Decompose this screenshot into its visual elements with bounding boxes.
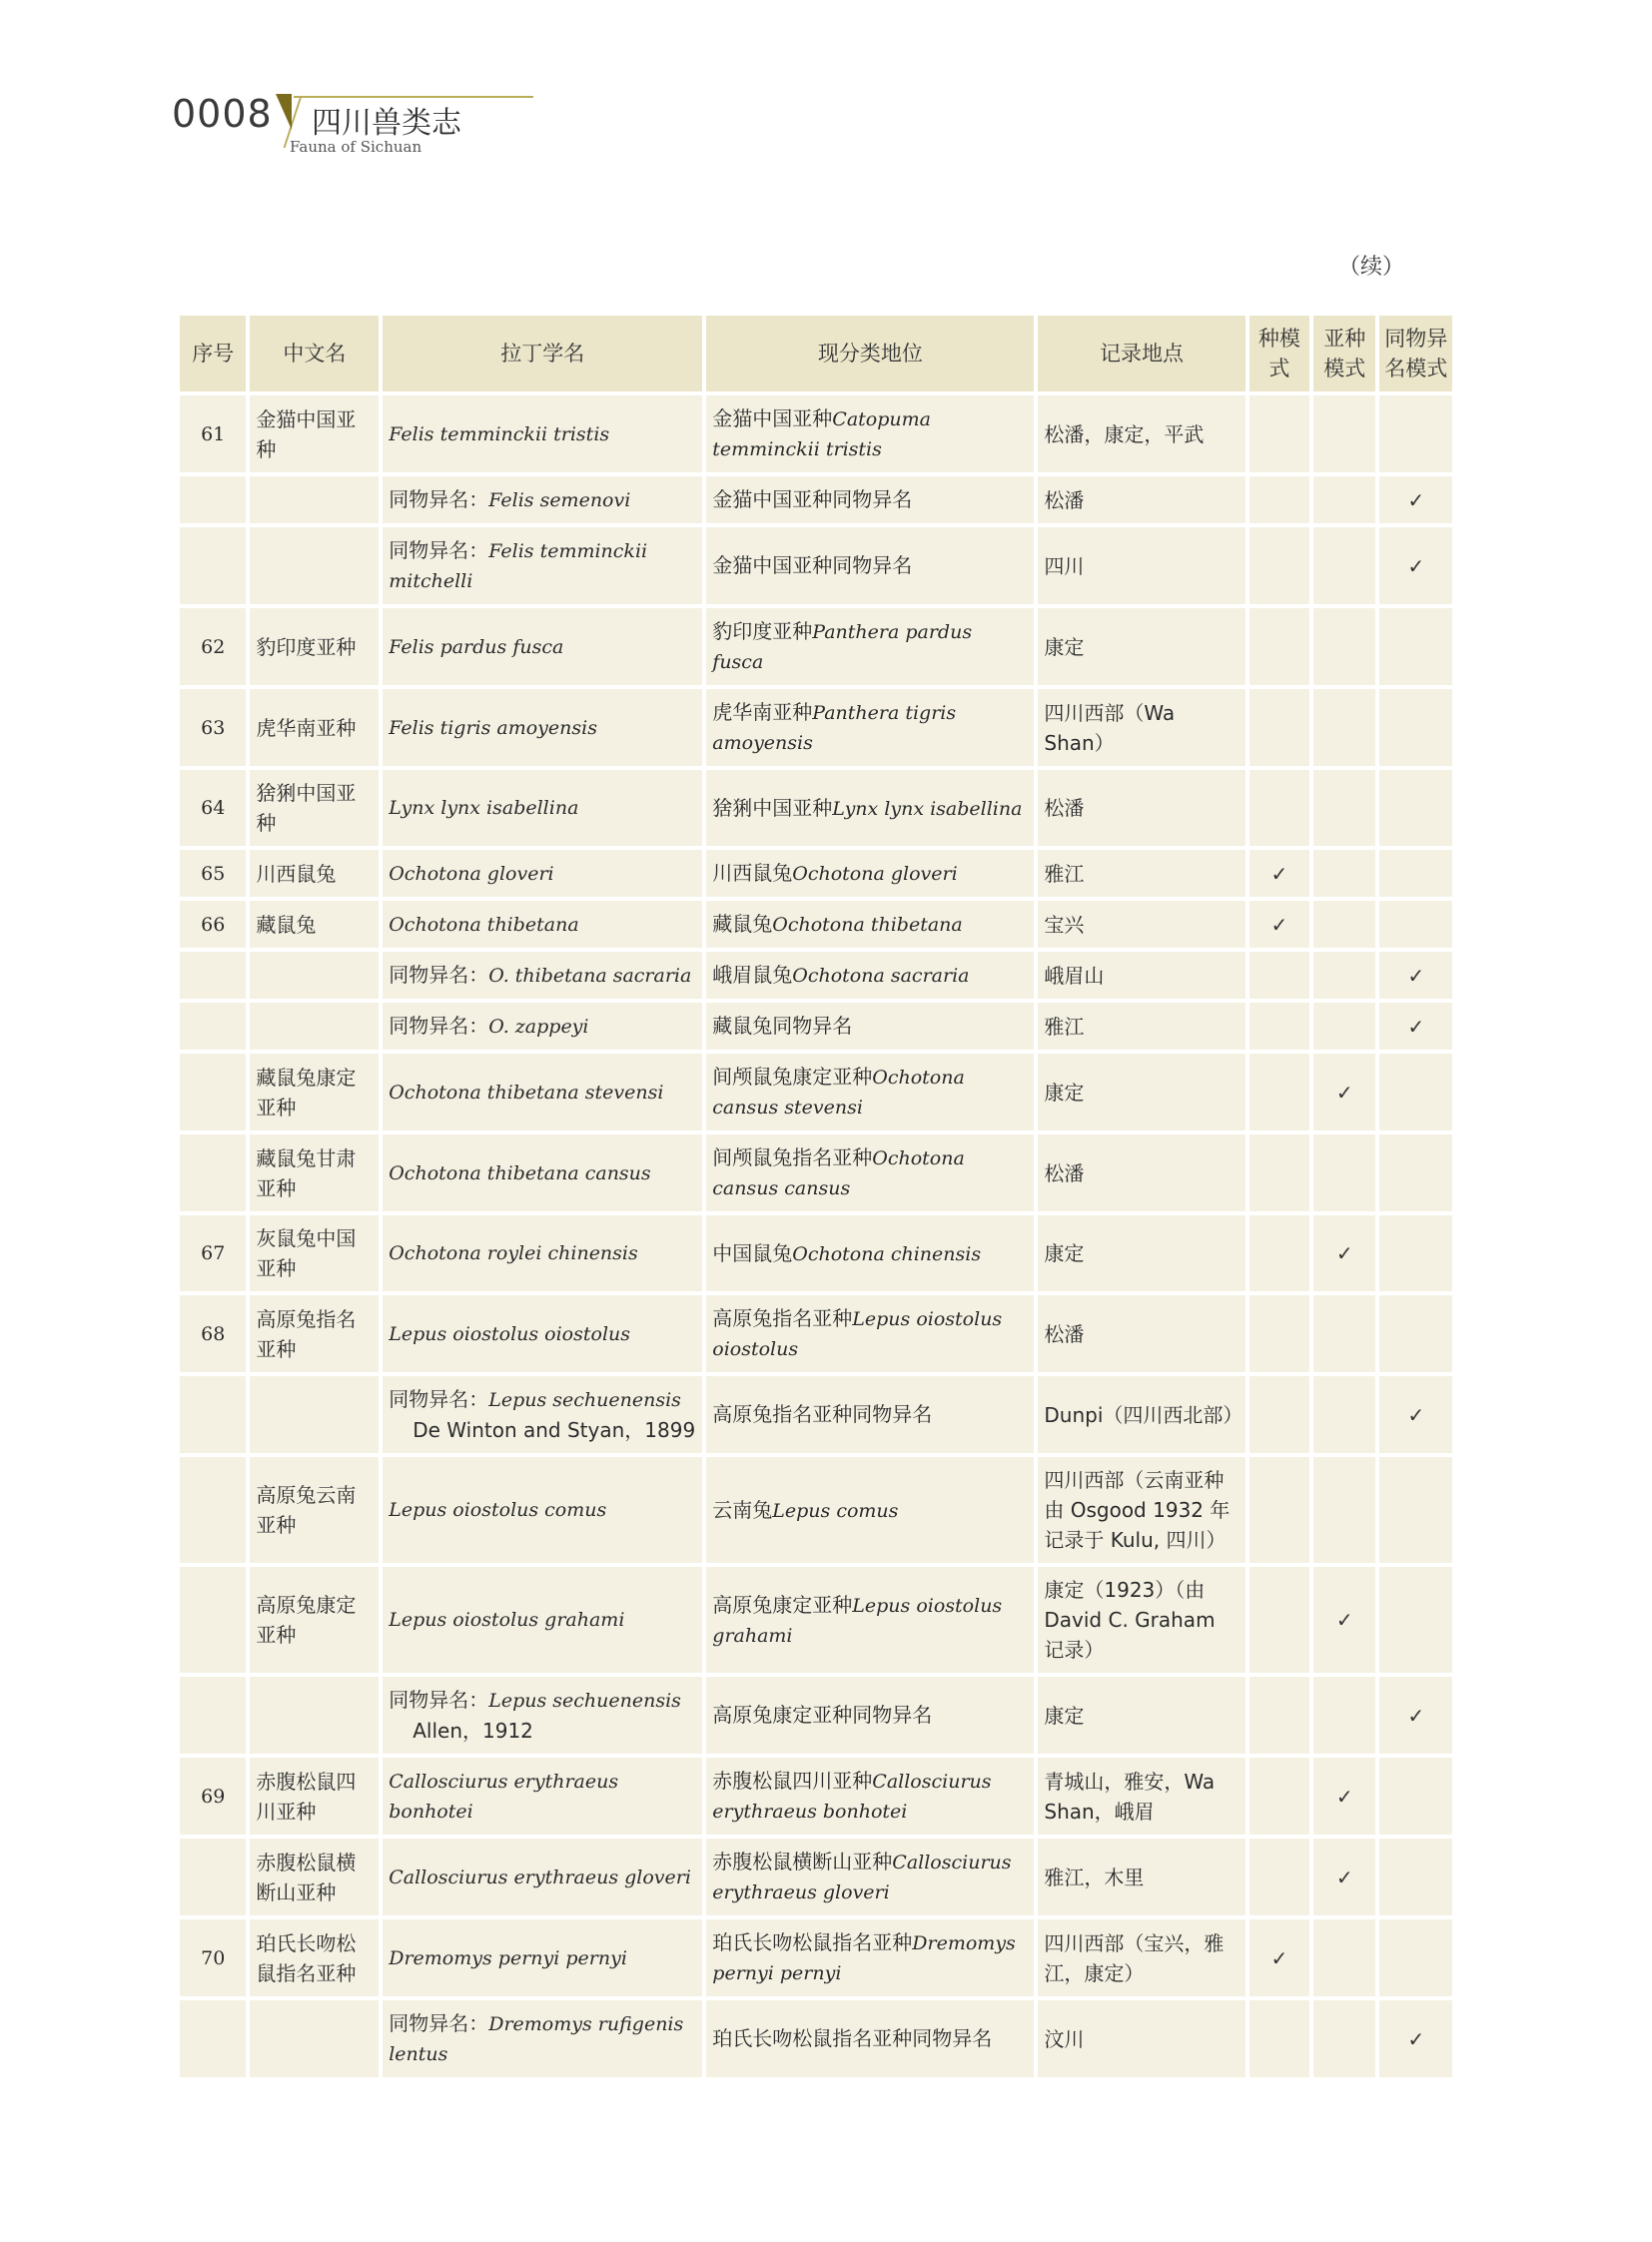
cell-synonym-type-mark <box>1379 1567 1452 1673</box>
cell-species-type-mark <box>1249 770 1309 846</box>
cell-subspecies-type-mark <box>1313 395 1375 472</box>
cell-subspecies-type-mark <box>1313 952 1375 999</box>
table-body <box>180 395 1452 2077</box>
cell-chinese-name: 虎华南亚种 <box>250 689 379 766</box>
cell-latin-name <box>383 1134 702 1211</box>
taxonomy-latin: Callosciurus erythraeus gloveri <box>712 1852 1012 1903</box>
cell-number: 61 <box>180 395 246 472</box>
cell-current-taxonomy <box>706 1567 1034 1673</box>
table-row <box>180 1054 1452 1130</box>
cell-synonym-type-mark: ✓ <box>1379 1376 1452 1453</box>
cell-locality: 雅江 <box>1038 850 1244 897</box>
cell-number <box>180 527 246 604</box>
table-row <box>180 2000 1452 2077</box>
table-row <box>180 1215 1452 1291</box>
cell-locality: 康定 <box>1038 608 1244 685</box>
latin-name-text: Lepus oiostolus oiostolus <box>389 1322 631 1345</box>
taxonomy-chinese: 珀氏长吻松鼠指名亚种 <box>712 1930 913 1954</box>
table-row <box>180 395 1452 472</box>
cell-species-type-mark <box>1249 1758 1309 1835</box>
table-header-row <box>180 316 1452 391</box>
cell-subspecies-type-mark <box>1313 1295 1375 1372</box>
taxonomy-chinese: 高原兔康定亚种 <box>712 1592 853 1617</box>
taxonomy-chinese: 虎华南亚种 <box>712 700 813 724</box>
cell-latin-name <box>383 901 702 948</box>
cell-subspecies-type-mark <box>1313 901 1375 948</box>
table-row <box>180 1839 1452 1915</box>
cell-species-type-mark <box>1249 1376 1309 1453</box>
cell-chinese-name: 猞猁中国亚种 <box>250 770 379 846</box>
taxonomy-chinese: 高原兔指名亚种 <box>712 1306 853 1330</box>
cell-subspecies-type-mark <box>1313 850 1375 897</box>
cell-species-type-mark <box>1249 952 1309 999</box>
taxonomy-chinese: 高原兔指名亚种同物异名 <box>712 1402 933 1426</box>
cell-synonym-type-mark: ✓ <box>1379 1677 1452 1754</box>
authority-text: Allen，1912 <box>413 1719 533 1743</box>
cell-synonym-type-mark <box>1379 1134 1452 1211</box>
taxonomy-latin: Lepus oiostolus oiostolus <box>712 1308 1003 1360</box>
table-row <box>180 1134 1452 1211</box>
table-row <box>180 1457 1452 1563</box>
cell-latin-name <box>383 476 702 523</box>
synonym-label: 同物异名： <box>389 2011 489 2035</box>
cell-latin-name <box>383 1376 702 1453</box>
cell-synonym-type-mark <box>1379 1215 1452 1291</box>
cell-locality: 松潘 <box>1038 476 1244 523</box>
table-row <box>180 952 1452 999</box>
cell-locality: 四川西部（Wa Shan） <box>1038 689 1244 766</box>
cell-locality: 松潘 <box>1038 1295 1244 1372</box>
cell-synonym-type-mark <box>1379 901 1452 948</box>
cell-subspecies-type-mark <box>1313 689 1375 766</box>
latin-name-text: Felis pardus fusca <box>389 635 564 658</box>
taxonomy-latin: Lepus oiostolus grahami <box>712 1594 1003 1647</box>
cell-current-taxonomy <box>706 1134 1034 1211</box>
col-header-chinese-name: 中文名 <box>250 316 379 391</box>
table-row <box>180 476 1452 523</box>
synonym-label: 同物异名： <box>389 487 489 511</box>
cell-number: 62 <box>180 608 246 685</box>
cell-locality: 四川 <box>1038 527 1244 604</box>
table-row <box>180 1295 1452 1372</box>
table-row <box>180 850 1452 897</box>
cell-subspecies-type-mark: ✓ <box>1313 1215 1375 1291</box>
cell-chinese-name: 赤腹松鼠四川亚种 <box>250 1758 379 1835</box>
cell-synonym-type-mark: ✓ <box>1379 527 1452 604</box>
book-subtitle: Fauna of Sichuan <box>290 138 422 156</box>
cell-latin-name <box>383 1215 702 1291</box>
cell-subspecies-type-mark <box>1313 770 1375 846</box>
cell-number: 64 <box>180 770 246 846</box>
taxonomy-chinese: 赤腹松鼠四川亚种 <box>712 1769 873 1793</box>
cell-species-type-mark <box>1249 1295 1309 1372</box>
cell-subspecies-type-mark <box>1313 2000 1375 2077</box>
cell-latin-name <box>383 1839 702 1915</box>
latin-name-text: Ochotona thibetana <box>389 913 579 936</box>
cell-number <box>180 1054 246 1130</box>
cell-species-type-mark <box>1249 527 1309 604</box>
cell-synonym-type-mark: ✓ <box>1379 2000 1452 2077</box>
cell-subspecies-type-mark <box>1313 476 1375 523</box>
cell-chinese-name <box>250 476 379 523</box>
taxonomy-chinese: 金猫中国亚种 <box>712 406 833 430</box>
table-row <box>180 1919 1452 1996</box>
cell-latin-name <box>383 952 702 999</box>
cell-locality: 峨眉山 <box>1038 952 1244 999</box>
cell-current-taxonomy <box>706 952 1034 999</box>
cell-number: 65 <box>180 850 246 897</box>
cell-species-type-mark <box>1249 476 1309 523</box>
cell-synonym-type-mark: ✓ <box>1379 476 1452 523</box>
latin-name-text: Callosciurus erythraeus bonhotei <box>389 1770 619 1823</box>
cell-species-type-mark <box>1249 1457 1309 1563</box>
synonym-label: 同物异名： <box>389 1014 489 1038</box>
cell-chinese-name: 赤腹松鼠横断山亚种 <box>250 1839 379 1915</box>
cell-subspecies-type-mark: ✓ <box>1313 1567 1375 1673</box>
cell-current-taxonomy <box>706 1919 1034 1996</box>
taxonomy-latin: Ochotona gloveri <box>792 863 958 885</box>
table-row <box>180 1677 1452 1754</box>
latin-name-text: Felis temminckii tristis <box>389 422 610 445</box>
cell-latin-name <box>383 1919 702 1996</box>
cell-species-type-mark <box>1249 2000 1309 2077</box>
cell-current-taxonomy <box>706 901 1034 948</box>
col-header-subspecies-type: 亚种模式 <box>1313 316 1375 391</box>
taxonomy-chinese: 川西鼠兔 <box>712 861 793 885</box>
cell-locality: 康定（1923）（由 David C. Graham 记录） <box>1038 1567 1244 1673</box>
cell-chinese-name: 灰鼠兔中国亚种 <box>250 1215 379 1291</box>
taxonomy-latin: Ochotona thibetana <box>772 914 963 936</box>
latin-name-text: Lepus oiostolus grahami <box>389 1609 625 1631</box>
continued-label: （续） <box>1338 255 1405 280</box>
cell-synonym-type-mark <box>1379 1919 1452 1996</box>
taxonomy-chinese: 珀氏长吻松鼠指名亚种同物异名 <box>712 2026 993 2050</box>
latin-name-text: Ochotona gloveri <box>389 862 554 885</box>
cell-number <box>180 476 246 523</box>
cell-chinese-name: 藏鼠兔甘肃亚种 <box>250 1134 379 1211</box>
cell-chinese-name: 川西鼠兔 <box>250 850 379 897</box>
table-row <box>180 901 1452 948</box>
cell-latin-name <box>383 850 702 897</box>
cell-synonym-type-mark: ✓ <box>1379 1003 1452 1050</box>
species-table <box>176 312 1456 2081</box>
cell-chinese-name <box>250 1003 379 1050</box>
cell-number <box>180 1839 246 1915</box>
latin-name-text: Dremomys pernyi pernyi <box>389 1946 627 1969</box>
latin-name-text: Ochotona thibetana cansus <box>389 1161 651 1184</box>
cell-current-taxonomy <box>706 1677 1034 1754</box>
cell-locality: 雅江 <box>1038 1003 1244 1050</box>
header-triangle-ornament <box>276 94 292 130</box>
cell-number <box>180 1677 246 1754</box>
cell-synonym-type-mark: ✓ <box>1379 952 1452 999</box>
cell-locality: 康定 <box>1038 1215 1244 1291</box>
cell-subspecies-type-mark <box>1313 1003 1375 1050</box>
cell-current-taxonomy <box>706 1003 1034 1050</box>
cell-chinese-name: 高原兔指名亚种 <box>250 1295 379 1372</box>
cell-latin-name <box>383 608 702 685</box>
synonym-label: 同物异名： <box>389 538 489 562</box>
cell-synonym-type-mark <box>1379 1758 1452 1835</box>
cell-species-type-mark <box>1249 1677 1309 1754</box>
taxonomy-chinese: 金猫中国亚种同物异名 <box>712 487 913 511</box>
cell-latin-name <box>383 1054 702 1130</box>
cell-current-taxonomy <box>706 608 1034 685</box>
cell-chinese-name <box>250 2000 379 2077</box>
cell-synonym-type-mark <box>1379 395 1452 472</box>
cell-species-type-mark <box>1249 1567 1309 1673</box>
latin-name-text: Felis tigris amoyensis <box>389 716 597 739</box>
cell-latin-name <box>383 1003 702 1050</box>
cell-chinese-name: 藏鼠兔 <box>250 901 379 948</box>
latin-name-text: Lepus oiostolus comus <box>389 1499 607 1521</box>
cell-species-type-mark <box>1249 689 1309 766</box>
latin-name-text: Ochotona roylei chinensis <box>389 1242 638 1264</box>
cell-species-type-mark <box>1249 395 1309 472</box>
cell-locality: 青城山，雅安，Wa Shan，峨眉 <box>1038 1758 1244 1835</box>
cell-number: 70 <box>180 1919 246 1996</box>
taxonomy-latin: Panthera tigris amoyensis <box>712 702 957 754</box>
table-row <box>180 1758 1452 1835</box>
cell-latin-name <box>383 1457 702 1563</box>
col-header-locality: 记录地点 <box>1038 316 1244 391</box>
cell-locality: 雅江，木里 <box>1038 1839 1244 1915</box>
cell-locality: 四川西部（云南亚种由 Osgood 1932 年记录于 Kulu, 四川） <box>1038 1457 1244 1563</box>
cell-current-taxonomy <box>706 850 1034 897</box>
cell-number <box>180 952 246 999</box>
cell-synonym-type-mark <box>1379 1054 1452 1130</box>
latin-name-text: Dremomys rufigenis lentus <box>389 2013 684 2065</box>
col-header-latin-name: 拉丁学名 <box>383 316 702 391</box>
cell-latin-name <box>383 689 702 766</box>
cell-locality: 康定 <box>1038 1054 1244 1130</box>
latin-name-text: O. zappeyi <box>488 1016 589 1038</box>
taxonomy-latin: Ochotona cansus stevensi <box>712 1067 965 1119</box>
page-number: 0008 <box>172 92 273 136</box>
taxonomy-chinese: 赤腹松鼠横断山亚种 <box>712 1850 893 1873</box>
col-header-species-type: 种模式 <box>1249 316 1309 391</box>
taxonomy-latin: Dremomys pernyi pernyi <box>712 1932 1016 1984</box>
cell-synonym-type-mark <box>1379 1295 1452 1372</box>
latin-name-text: Lepus sechuenensis <box>488 1690 681 1712</box>
cell-current-taxonomy <box>706 689 1034 766</box>
cell-subspecies-type-mark <box>1313 1134 1375 1211</box>
taxonomy-chinese: 峨眉鼠兔 <box>712 963 793 987</box>
col-header-number: 序号 <box>180 316 246 391</box>
latin-name-text: Felis temminckii mitchelli <box>389 540 648 592</box>
synonym-label: 同物异名： <box>389 1688 489 1712</box>
latin-name-text: Lynx lynx isabellina <box>389 797 579 819</box>
cell-number <box>180 1376 246 1453</box>
latin-name-text: Ochotona thibetana stevensi <box>389 1081 664 1104</box>
cell-chinese-name: 藏鼠兔康定亚种 <box>250 1054 379 1130</box>
cell-locality: 松潘 <box>1038 1134 1244 1211</box>
page-header <box>172 90 531 160</box>
taxonomy-chinese: 豹印度亚种 <box>712 619 813 643</box>
cell-current-taxonomy <box>706 395 1034 472</box>
taxonomy-latin: Ochotona sacraria <box>792 965 970 987</box>
taxonomy-chinese: 猞猁中国亚种 <box>712 795 833 820</box>
cell-number: 66 <box>180 901 246 948</box>
cell-synonym-type-mark <box>1379 608 1452 685</box>
cell-chinese-name: 豹印度亚种 <box>250 608 379 685</box>
authority-text: De Winton and Styan，1899 <box>413 1418 696 1442</box>
cell-species-type-mark: ✓ <box>1249 1919 1309 1996</box>
synonym-label: 同物异名： <box>389 963 489 987</box>
cell-locality: 松潘，康定，平武 <box>1038 395 1244 472</box>
taxonomy-chinese: 高原兔康定亚种同物异名 <box>712 1703 933 1727</box>
cell-subspecies-type-mark <box>1313 1919 1375 1996</box>
cell-current-taxonomy <box>706 476 1034 523</box>
cell-synonym-type-mark <box>1379 689 1452 766</box>
cell-number: 63 <box>180 689 246 766</box>
cell-chinese-name <box>250 527 379 604</box>
cell-number: 67 <box>180 1215 246 1291</box>
cell-chinese-name: 金猫中国亚种 <box>250 395 379 472</box>
taxonomy-chinese: 金猫中国亚种同物异名 <box>712 553 913 577</box>
taxonomy-latin: Callosciurus erythraeus bonhotei <box>712 1771 992 1823</box>
cell-chinese-name <box>250 1376 379 1453</box>
taxonomy-chinese: 间颅鼠兔指名亚种 <box>712 1145 873 1169</box>
cell-species-type-mark <box>1249 608 1309 685</box>
cell-species-type-mark: ✓ <box>1249 901 1309 948</box>
taxonomy-latin: Ochotona cansus cansus <box>712 1147 965 1199</box>
table-row <box>180 1003 1452 1050</box>
taxonomy-chinese: 藏鼠兔同物异名 <box>712 1014 853 1038</box>
col-header-current-taxonomy: 现分类地位 <box>706 316 1034 391</box>
cell-species-type-mark <box>1249 1215 1309 1291</box>
cell-number <box>180 1567 246 1673</box>
cell-current-taxonomy <box>706 1758 1034 1835</box>
cell-synonym-type-mark <box>1379 850 1452 897</box>
cell-latin-name <box>383 770 702 846</box>
taxonomy-chinese: 间颅鼠兔康定亚种 <box>712 1065 873 1089</box>
cell-locality: 宝兴 <box>1038 901 1244 948</box>
latin-name-text: Lepus sechuenensis <box>488 1389 681 1411</box>
cell-chinese-name: 高原兔康定亚种 <box>250 1567 379 1673</box>
taxonomy-chinese: 云南兔 <box>712 1497 773 1522</box>
cell-species-type-mark: ✓ <box>1249 850 1309 897</box>
cell-latin-name <box>383 1758 702 1835</box>
cell-current-taxonomy <box>706 1295 1034 1372</box>
cell-chinese-name <box>250 952 379 999</box>
cell-current-taxonomy <box>706 527 1034 604</box>
cell-subspecies-type-mark <box>1313 1457 1375 1563</box>
cell-subspecies-type-mark: ✓ <box>1313 1839 1375 1915</box>
table-row <box>180 770 1452 846</box>
cell-chinese-name: 珀氏长吻松鼠指名亚种 <box>250 1919 379 1996</box>
table-row <box>180 1376 1452 1453</box>
latin-name-text: Felis semenovi <box>488 489 631 511</box>
table-row <box>180 689 1452 766</box>
cell-subspecies-type-mark: ✓ <box>1313 1758 1375 1835</box>
cell-species-type-mark <box>1249 1003 1309 1050</box>
cell-number <box>180 1003 246 1050</box>
cell-locality: Dunpi（四川西北部） <box>1038 1376 1244 1453</box>
cell-number: 69 <box>180 1758 246 1835</box>
cell-current-taxonomy <box>706 2000 1034 2077</box>
taxonomy-latin: Lepus comus <box>772 1499 899 1522</box>
cell-current-taxonomy <box>706 1839 1034 1915</box>
cell-species-type-mark <box>1249 1054 1309 1130</box>
book-title: 四川兽类志 <box>312 106 461 141</box>
cell-latin-name <box>383 1677 702 1754</box>
cell-synonym-type-mark <box>1379 770 1452 846</box>
cell-latin-name <box>383 2000 702 2077</box>
col-header-synonym-type: 同物异名模式 <box>1379 316 1452 391</box>
cell-number <box>180 1457 246 1563</box>
cell-species-type-mark <box>1249 1134 1309 1211</box>
cell-latin-name <box>383 395 702 472</box>
cell-current-taxonomy <box>706 1054 1034 1130</box>
cell-subspecies-type-mark <box>1313 527 1375 604</box>
synonym-label: 同物异名： <box>389 1387 489 1411</box>
taxonomy-latin: Lynx lynx isabellina <box>832 797 1023 820</box>
latin-name-text: Callosciurus erythraeus gloveri <box>389 1866 691 1888</box>
taxonomy-chinese: 中国鼠兔 <box>712 1240 793 1265</box>
cell-chinese-name: 高原兔云南亚种 <box>250 1457 379 1563</box>
cell-number <box>180 2000 246 2077</box>
taxonomy-latin: Ochotona chinensis <box>792 1242 982 1265</box>
cell-current-taxonomy <box>706 1457 1034 1563</box>
taxonomy-chinese: 藏鼠兔 <box>712 912 773 936</box>
cell-latin-name <box>383 527 702 604</box>
cell-species-type-mark <box>1249 1839 1309 1915</box>
cell-number: 68 <box>180 1295 246 1372</box>
cell-locality: 四川西部（宝兴，雅江，康定） <box>1038 1919 1244 1996</box>
cell-locality: 康定 <box>1038 1677 1244 1754</box>
cell-synonym-type-mark <box>1379 1839 1452 1915</box>
cell-locality: 松潘 <box>1038 770 1244 846</box>
taxonomy-latin: Catopuma temminckii tristis <box>712 408 931 460</box>
cell-subspecies-type-mark <box>1313 1677 1375 1754</box>
table-row <box>180 608 1452 685</box>
cell-chinese-name <box>250 1677 379 1754</box>
cell-latin-name <box>383 1567 702 1673</box>
cell-number <box>180 1134 246 1211</box>
cell-current-taxonomy <box>706 1376 1034 1453</box>
table-row <box>180 527 1452 604</box>
cell-synonym-type-mark <box>1379 1457 1452 1563</box>
cell-subspecies-type-mark <box>1313 1376 1375 1453</box>
cell-subspecies-type-mark: ✓ <box>1313 1054 1375 1130</box>
cell-current-taxonomy <box>706 1215 1034 1291</box>
cell-locality: 汶川 <box>1038 2000 1244 2077</box>
cell-subspecies-type-mark <box>1313 608 1375 685</box>
latin-name-text: O. thibetana sacraria <box>488 965 692 987</box>
cell-current-taxonomy <box>706 770 1034 846</box>
taxonomy-latin: Panthera pardus fusca <box>712 621 973 673</box>
cell-latin-name <box>383 1295 702 1372</box>
table-row <box>180 1567 1452 1673</box>
